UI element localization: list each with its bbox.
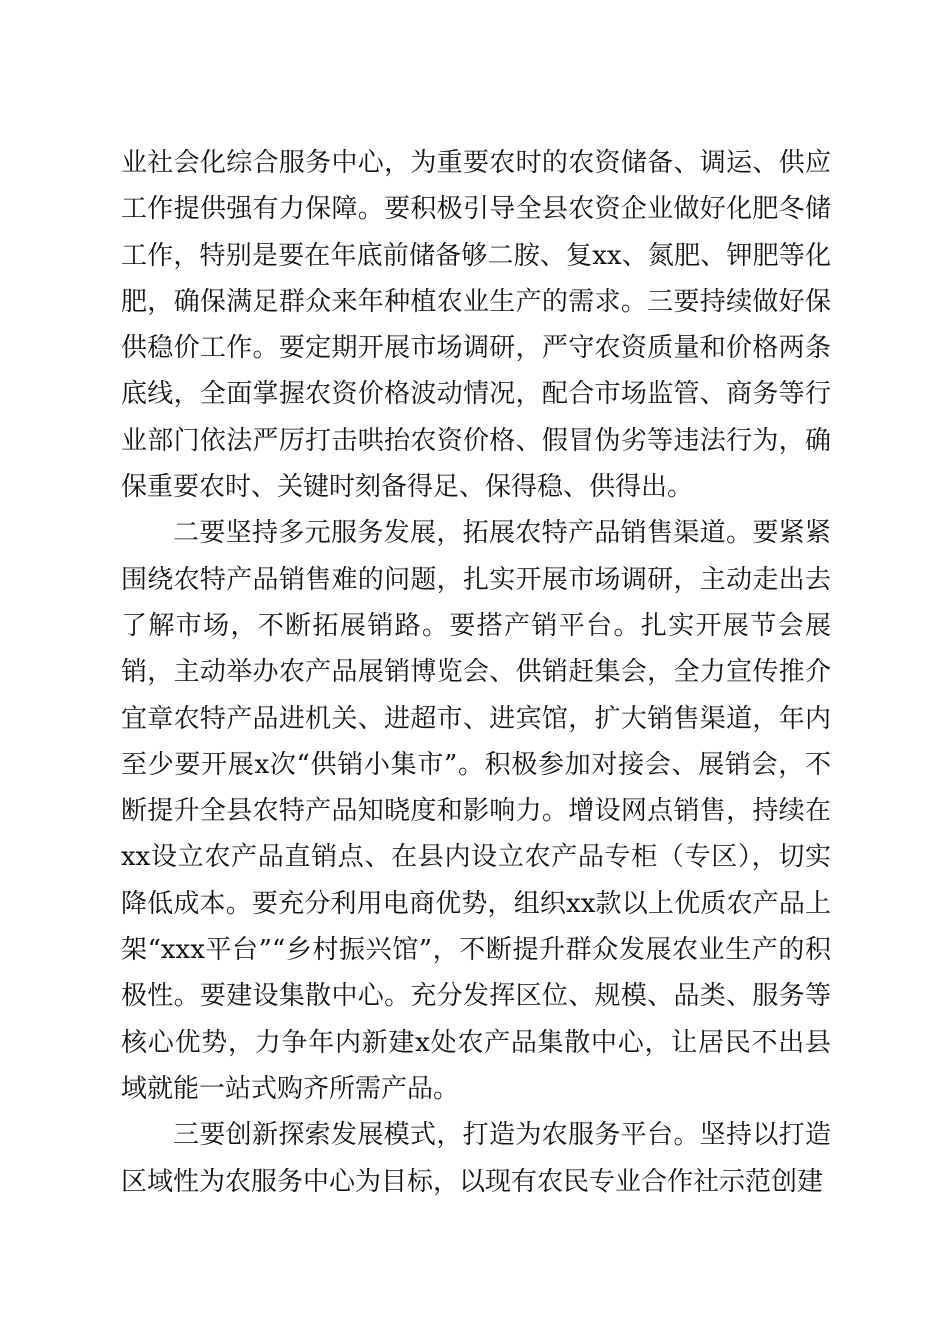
paragraph-continuation: 业社会化综合服务中心，为重要农时的农资储备、调运、供应工作提供强有力保障。要积极引导全县农资企业做好化肥冬储工作，特别是要在年底前储备够二胺、复xx、氮肥、钾肥等化肥，确保满足群众来年种植农业生产的需求。三要持续做好保供稳价工作。要定期开展市场调研，严守农资质量和价格两条底线，全面掌握农资价格波动情况，配合市场监管、商务等行业部门依法严厉打击哄抬农资价格、假冒伪劣等违法行为，确保重要农时、关键时刻备得足、保得稳、供得出。 [121, 148, 831, 503]
paragraph-sales-channels: 二要坚持多元服务发展，拓展农特产品销售渠道。要紧紧围绕农特产品销售难的问题，扎实开展市场调研，主动走出去了解市场，不断拓展销路。要搭产销平台。扎实开展节会展销，主动举办农产品展销博览会、供销赶集会，全力宣传推介宜章农特产品进机关、进超市、进宾馆，扩大销售渠道，年内至少要开展x次“供销小集市”。积极参加对接会、展销会，不断提升全县农特产品知晓度和影响力。增设网点销售，持续在xx设立农产品直销点、在县内设立农产品专柜（专区），切实降低成本。要充分利用电商优势，组织xx款以上优质农产品上架“xxx平台”“乡村振兴馆”，不断提升群众发展农业生产的积极性。要建设集散中心。充分发挥区位、规模、品类、服务等核心优势，力争年内新建x处农产品集散中心，让居民不出县域就能一站式购齐所需产品。 [121, 518, 831, 1104]
body-text [121, 140, 831, 1205]
paragraph-service-platform: 三要创新探索发展模式，打造为农服务平台。坚持以打造区域性为农服务中心为目标，以现有农民专业合作社示范创建 [121, 1120, 831, 1197]
